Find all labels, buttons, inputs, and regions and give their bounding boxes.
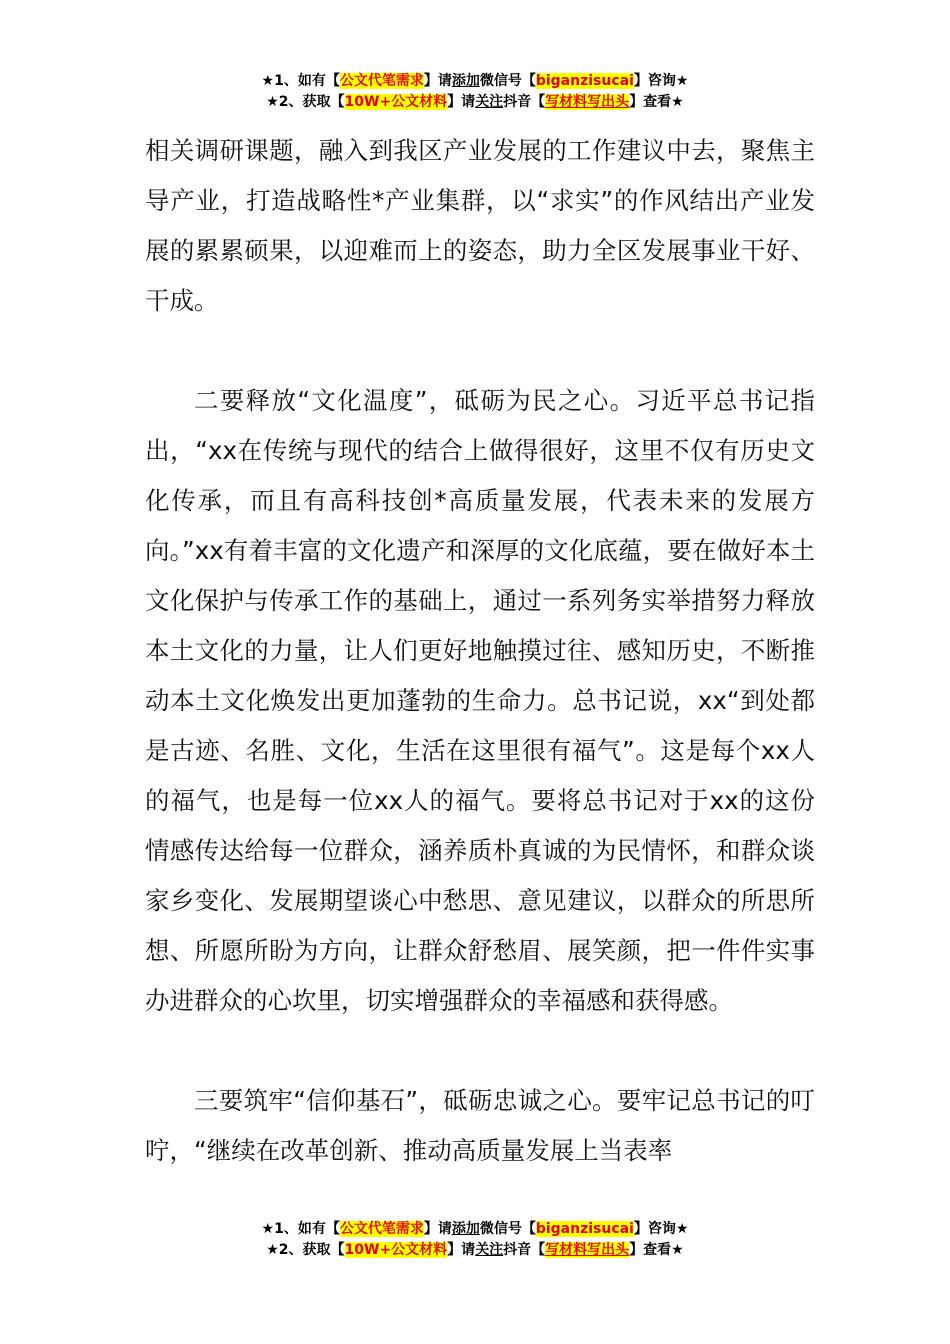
banner-highlight: 公文代笔需求 bbox=[339, 1221, 424, 1237]
banner-underlined-text: 添加 bbox=[451, 73, 480, 89]
banner-highlight: biganzisucai bbox=[535, 73, 634, 89]
banner-text: 抖音【 bbox=[503, 94, 546, 110]
banner-highlight: 10W+公文材料 bbox=[344, 94, 448, 110]
banner-text: 抖音【 bbox=[503, 1242, 546, 1258]
banner-highlight: 写材料写出头 bbox=[545, 1242, 630, 1258]
footer-banner bbox=[0, 1219, 950, 1261]
banner-text: 微信号【 bbox=[479, 1221, 536, 1237]
header-banner bbox=[0, 71, 950, 113]
paragraph-gap bbox=[145, 1026, 815, 1076]
banner-text: 】咨询★ bbox=[633, 73, 689, 89]
banner-text: ★1、如有【 bbox=[261, 1221, 340, 1237]
banner-highlight: 写材料写出头 bbox=[545, 94, 630, 110]
paragraph-2: 二要释放“文化温度”，砥砺为民之心。习近平总书记指出，“xx在传统与现代的结合上做得很好，这里不仅有历史文化传承，而且有高科技创*高质量发展，代表未来的发展方向。”xx有着丰富的文化遗产和深厚的文化底蕴，要在做好本土文化保护与传承工作的基础上，通过一系列务实举措努力释放本土文化的力量，让人们更好地触摸过往、感知历史，不断推动本土文化焕发出更加蓬勃的生命力。总书记说，xx“到处都是古迹、名胜、文化，生活在这里很有福气”。这是每个xx人的福气，也是每一位xx人的福气。要将总书记对于xx的这份情感传达给每一位群众，涵养质朴真诚的为民情怀，和群众谈家乡变化、发展期望谈心中愁思、意见建议，以群众的所思所想、所愿所盼为方向，让群众舒愁眉、展笑颜，把一件件实事办进群众的心坎里，切实增强群众的幸福感和获得感。 bbox=[145, 386, 815, 1015]
banner-text: 】咨询★ bbox=[633, 1221, 689, 1237]
document-body bbox=[145, 126, 815, 1176]
banner-line-2 bbox=[0, 1240, 950, 1261]
banner-text: ★2、获取【 bbox=[266, 1242, 345, 1258]
banner-text: ★2、获取【 bbox=[266, 94, 345, 110]
banner-underlined-text: 关注 bbox=[475, 1242, 504, 1258]
banner-highlight: 公文代笔需求 bbox=[339, 73, 424, 89]
banner-line-2 bbox=[0, 92, 950, 113]
banner-underlined-text: 添加 bbox=[451, 1221, 480, 1237]
banner-text: 】查看★ bbox=[629, 1242, 684, 1258]
paragraph-gap bbox=[145, 326, 815, 376]
paragraph-3: 三要筑牢“信仰基石”，砥砺忠诚之心。要牢记总书记的叮咛，“继续在改革创新、推动高质量发展上当表率 bbox=[145, 1086, 815, 1165]
banner-text: ★1、如有【 bbox=[261, 73, 340, 89]
banner-line-1 bbox=[0, 1219, 950, 1240]
banner-text: 】请 bbox=[447, 94, 476, 110]
banner-text: 】请 bbox=[447, 1242, 476, 1258]
banner-highlight: biganzisucai bbox=[535, 1221, 634, 1237]
banner-text: 】请 bbox=[423, 73, 452, 89]
banner-underlined-text: 关注 bbox=[475, 94, 504, 110]
banner-text: 】查看★ bbox=[629, 94, 684, 110]
banner-text: 】请 bbox=[423, 1221, 452, 1237]
banner-highlight: 10W+公文材料 bbox=[344, 1242, 448, 1258]
banner-text: 微信号【 bbox=[479, 73, 536, 89]
paragraph-1: 相关调研课题，融入到我区产业发展的工作建议中去，聚焦主导产业，打造战略性*产业集群，以“求实”的作风结出产业发展的累累硕果，以迎难而上的姿态，助力全区发展事业干好、干成。 bbox=[145, 136, 815, 315]
banner-line-1 bbox=[0, 71, 950, 92]
